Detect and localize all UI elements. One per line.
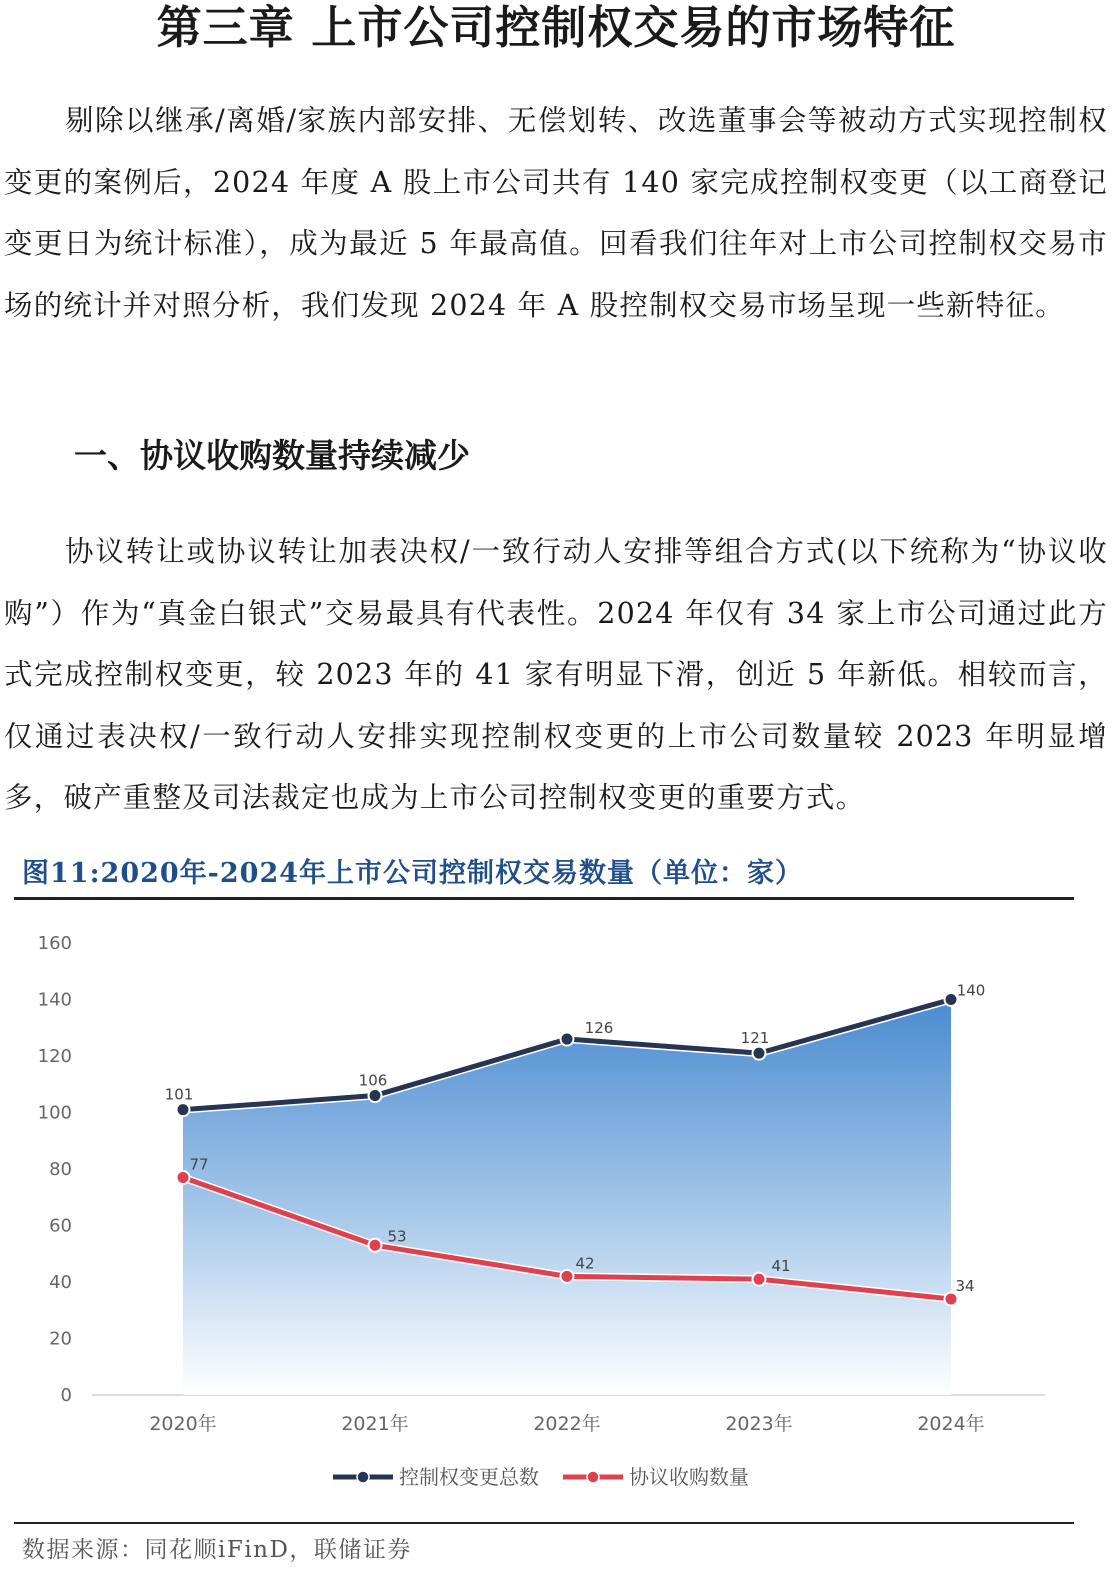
data-point: [177, 1103, 190, 1116]
y-tick-label: 100: [37, 1102, 72, 1124]
legend-label: 协议收购数量: [629, 1465, 749, 1489]
line-chart: [0, 905, 1112, 1515]
data-point: [177, 1171, 190, 1184]
x-tick-label: 2024年: [917, 1413, 985, 1435]
data-label: 101: [164, 1085, 194, 1104]
data-label: 121: [740, 1029, 770, 1048]
y-tick-label: 160: [37, 933, 72, 954]
data-label: 126: [584, 1019, 614, 1038]
source-note: 数据来源：同花顺iFinD，联储证券: [22, 1537, 412, 1563]
section-paragraph: 协议转让或协议转让加表决权/一致行动人安排等组合方式(以下统称为“协议收购”）作为“真金白银式”交易最具有代表性。2024 年仅有 34 家上市公司通过此方式完成控制权变更，较 2023 年的 41 家有明显下滑，创近 5 年新低。相较而言，仅通过表决权/一致行动人安排实现控制权变更的上市公司数量较 2023 年明显增多，破产重整及司法裁定也成为上市公司控制权变更的重要方式。: [4, 535, 1108, 814]
x-tick-label: 2020年: [149, 1413, 217, 1435]
intro-paragraph: 剔除以继承/离婚/家族内部安排、无偿划转、改选董事会等被动方式实现控制权变更的案例后，2024 年度 A 股上市公司共有 140 家完成控制权变更（以工商登记变更日为统计标准），成为最近 5 年最高值。回看我们往年对上市公司控制权交易市场的统计并对照分析，我们发现 2024 年 A 股控制权交易市场呈现一些新特征。: [4, 104, 1108, 322]
data-point: [369, 1239, 382, 1252]
y-tick-label: 120: [37, 1046, 72, 1067]
y-tick-label: 0: [60, 1385, 72, 1406]
data-label: 41: [771, 1257, 791, 1276]
data-point: [369, 1089, 382, 1102]
data-label: 77: [189, 1155, 209, 1174]
source-rule: [14, 1522, 1074, 1524]
y-tick-label: 140: [37, 989, 72, 1011]
data-point: [945, 993, 958, 1006]
legend-swatch-dot: [357, 1471, 369, 1483]
x-tick-label: 2022年: [533, 1413, 601, 1435]
data-point: [561, 1033, 574, 1046]
data-point: [753, 1047, 766, 1060]
data-point: [561, 1270, 574, 1283]
x-tick-label: 2021年: [341, 1413, 409, 1435]
y-tick-label: 20: [49, 1328, 72, 1350]
data-label: 34: [955, 1276, 975, 1295]
total-area: [183, 1000, 951, 1396]
data-label: 42: [575, 1254, 595, 1273]
x-tick-label: 2023年: [725, 1413, 793, 1435]
section-heading: 一、协议收购数量持续减少: [74, 436, 470, 475]
legend-swatch-dot: [587, 1471, 599, 1483]
legend-label: 控制权变更总数: [399, 1465, 539, 1489]
y-tick-label: 40: [49, 1272, 72, 1293]
y-tick-label: 60: [49, 1215, 72, 1237]
data-label: 53: [387, 1227, 407, 1246]
data-point: [753, 1273, 766, 1286]
data-label: 140: [956, 981, 986, 1000]
data-label: 106: [358, 1071, 388, 1090]
chapter-title: 第三章 上市公司控制权交易的市场特征: [156, 1, 956, 54]
caption-rule: [14, 897, 1074, 900]
figure-caption: 图11:2020年-2024年上市公司控制权交易数量（单位：家）: [22, 858, 804, 889]
y-tick-label: 80: [49, 1159, 72, 1180]
